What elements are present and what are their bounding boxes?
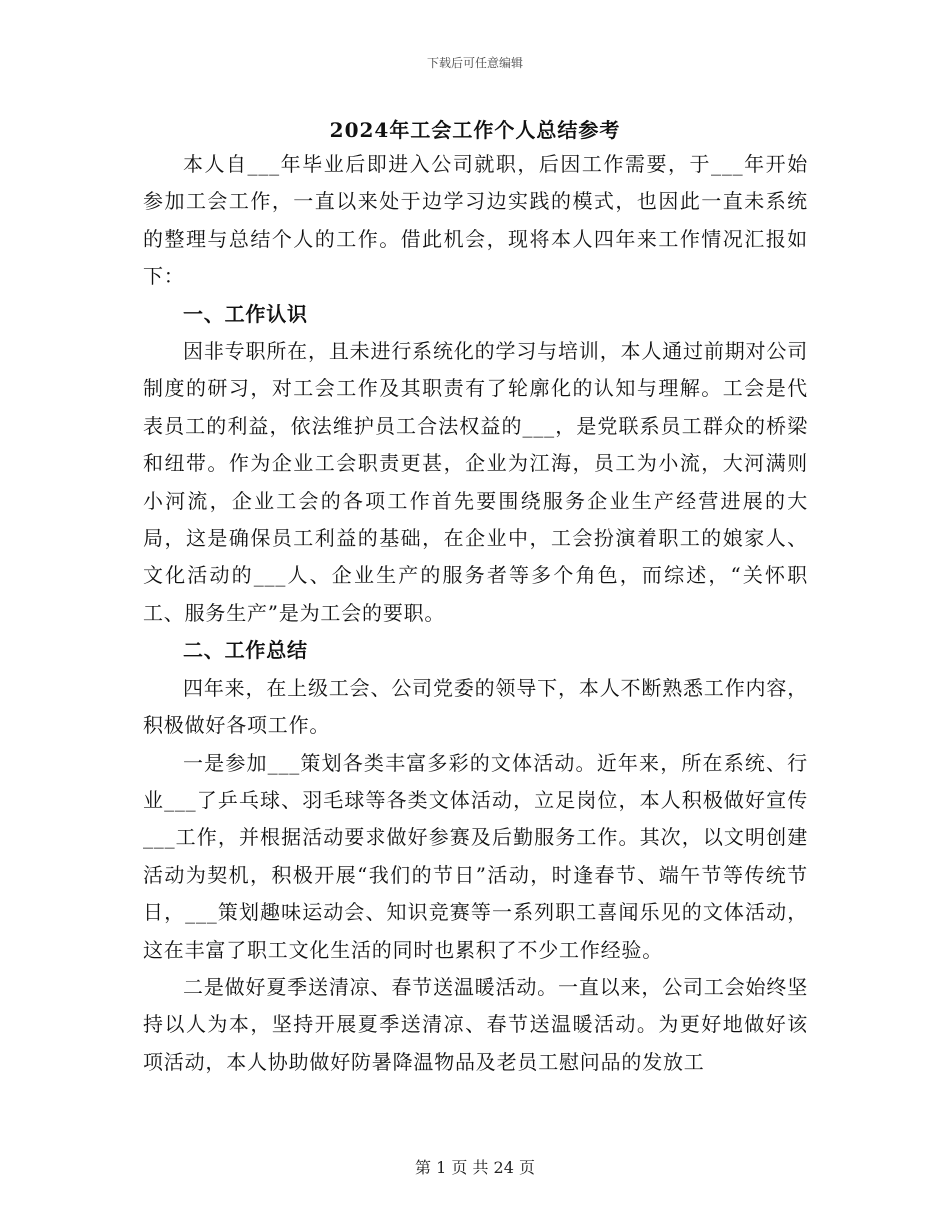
header-note: 下载后可任意编辑 [426,56,523,70]
paragraph-intro: 本人自___年毕业后即进入公司就职，后因工作需要，于___年开始参加工会工作，一直以来处于边学习边实践的模式，也因此一直未系统的整理与总结个人的工作。借此机会，现将本人四年来工作情况汇报如下： [143,152,808,289]
paragraph-summary-intro: 四年来，在上级工会、公司党委的领导下，本人不断熟悉工作内容，积极做好各项工作。 [143,675,808,738]
paragraph-cultural-activities: 一是参加___策划各类丰富多彩的文体活动。近年来，所在系统、行业___了乒乓球、羽毛球等各类文体活动，立足岗位，本人积极做好宣传___工作，并根据活动要求做好参赛及后勤服务工作。其次，以文明创建活动为契机，积极开展“我们的节日”活动，时逢春节、端午节等传统节日，___策划趣味运动会、知识竞赛等一系列职工喜闻乐见的文体活动，这在丰富了职工文化生活的同时也累积了不少工作经验。 [143,750,808,962]
section-heading-work-understanding: 一、工作认识 [183,301,308,326]
paragraph-seasonal-care: 二是做好夏季送清凉、春节送温暖活动。一直以来，公司工会始终坚持以人为本，坚持开展夏季送清凉、春节送温暖活动。为更好地做好该项活动，本人协助做好防暑降温物品及老员工慰问品的发放工 [143,974,808,1074]
page-number-footer: 第 1 页 共 24 页 [415,1158,535,1177]
paragraph-work-understanding: 因非专职所在，且未进行系统化的学习与培训，本人通过前期对公司制度的研习，对工会工作及其职责有了轮廓化的认知与理解。工会是代表员工的利益，依法维护员工合法权益的___，是党联系员工群众的桥梁和纽带。作为企业工会职责更甚，企业为江海，员工为小流，大河满则小河流，企业工会的各项工作首先要围绕服务企业生产经营进展的大局，这是确保员工利益的基础，在企业中，工会扮演着职工的娘家人、文化活动的___人、企业生产的服务者等多个角色，而综述，“关怀职工、服务生产”是为工会的要职。 [143,339,808,625]
document-body [143,146,808,1081]
section-heading-work-summary: 二、工作总结 [183,638,308,663]
document-title: 2024年工会工作个人总结参考 [329,118,621,142]
